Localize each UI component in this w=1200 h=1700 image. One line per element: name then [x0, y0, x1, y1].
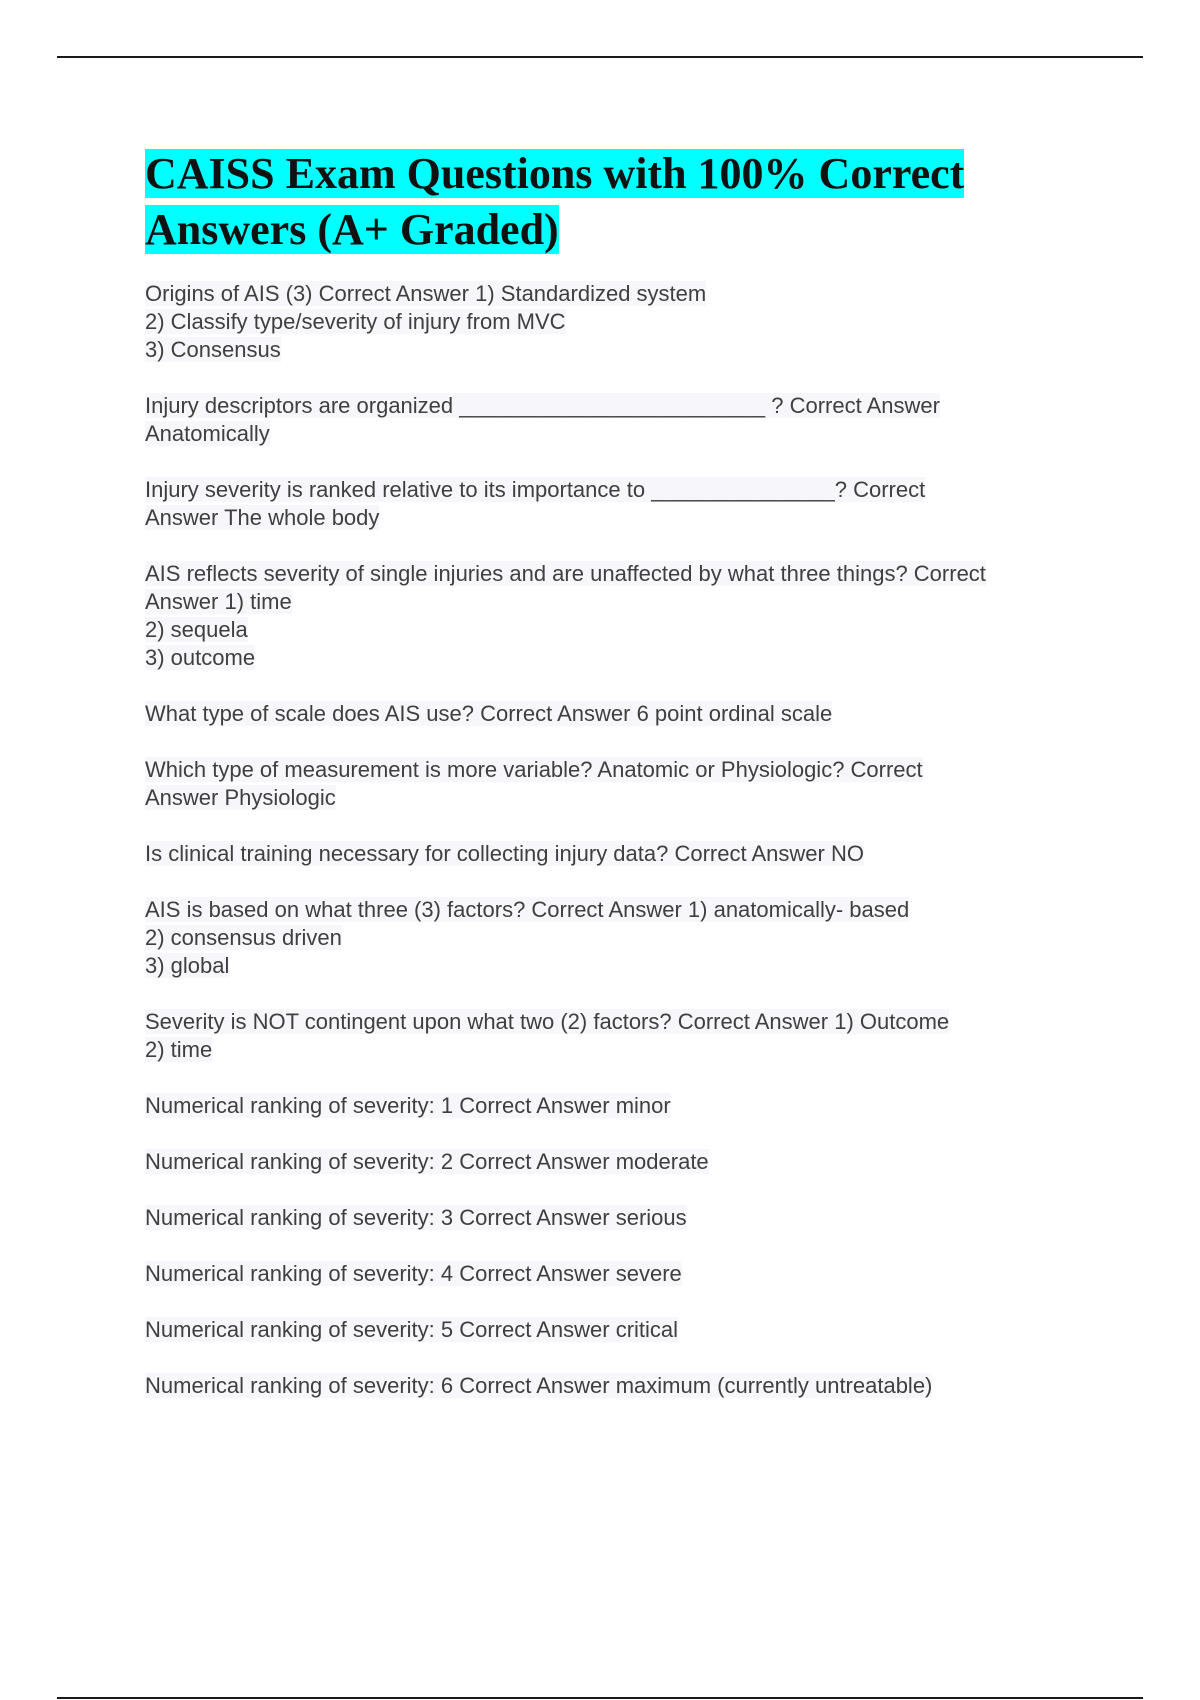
qa-line [145, 1372, 1095, 1400]
qa-line-text: Numerical ranking of severity: 5 Correct Answer critical [145, 1317, 679, 1342]
qa-list [145, 280, 1095, 1400]
qa-line-text: Numerical ranking of severity: 3 Correct Answer serious [145, 1205, 687, 1230]
qa-item [145, 392, 1095, 448]
qa-line-text: What type of scale does AIS use? Correct Answer 6 point ordinal scale [145, 701, 833, 726]
qa-line [145, 392, 1095, 420]
qa-line [145, 1036, 1095, 1064]
qa-line-text: Injury descriptors are organized _________________________ ? Correct Answer [145, 393, 940, 418]
qa-line-text: Answer Physiologic [145, 785, 336, 810]
qa-line-text: 3) global [145, 953, 230, 978]
qa-item [145, 896, 1095, 980]
qa-line-text: Is clinical training necessary for collecting injury data? Correct Answer NO [145, 841, 864, 866]
qa-line-text: 3) outcome [145, 645, 256, 670]
qa-line [145, 1260, 1095, 1288]
qa-line-text: Numerical ranking of severity: 6 Correct Answer maximum (currently untreatable) [145, 1373, 933, 1398]
qa-item [145, 1008, 1095, 1064]
qa-item [145, 1260, 1095, 1288]
qa-line-text: Numerical ranking of severity: 1 Correct Answer minor [145, 1093, 671, 1118]
qa-line-text: 3) Consensus [145, 337, 281, 362]
qa-item [145, 700, 1095, 728]
qa-line [145, 560, 1095, 588]
qa-line [145, 756, 1095, 784]
qa-line-text: Numerical ranking of severity: 2 Correct Answer moderate [145, 1149, 709, 1174]
qa-line [145, 644, 1095, 672]
qa-item [145, 1372, 1095, 1400]
qa-line [145, 1148, 1095, 1176]
qa-item [145, 756, 1095, 812]
header-rule [57, 56, 1143, 58]
qa-line-text: Origins of AIS (3) Correct Answer 1) Standardized system [145, 281, 707, 306]
qa-line [145, 1008, 1095, 1036]
qa-item [145, 1316, 1095, 1344]
qa-line [145, 420, 1095, 448]
title-line-2: Answers (A+ Graded) [145, 205, 559, 254]
qa-item [145, 1148, 1095, 1176]
qa-line-text: Severity is NOT contingent upon what two (2) factors? Correct Answer 1) Outcome [145, 1009, 950, 1034]
qa-line [145, 588, 1095, 616]
qa-line-text: Which type of measurement is more variable? Anatomic or Physiologic? Correct [145, 757, 923, 782]
qa-line-text: 2) time [145, 1037, 213, 1062]
qa-line [145, 504, 1095, 532]
qa-line [145, 952, 1095, 980]
document-title [145, 146, 1095, 258]
qa-line-text: Answer 1) time [145, 589, 292, 614]
qa-line [145, 924, 1095, 952]
qa-item [145, 1204, 1095, 1232]
qa-line [145, 280, 1095, 308]
qa-line [145, 1204, 1095, 1232]
qa-line [145, 1316, 1095, 1344]
qa-line-text: Injury severity is ranked relative to its importance to _______________? Correct [145, 477, 926, 502]
qa-line [145, 336, 1095, 364]
qa-line [145, 840, 1095, 868]
qa-line [145, 1092, 1095, 1120]
qa-line [145, 476, 1095, 504]
qa-line-text: AIS is based on what three (3) factors? Correct Answer 1) anatomically- based [145, 897, 910, 922]
title-line-1: CAISS Exam Questions with 100% Correct [145, 149, 965, 198]
qa-line-text: Anatomically [145, 421, 270, 446]
qa-line [145, 700, 1095, 728]
qa-line-text: 2) sequela [145, 617, 248, 642]
qa-item [145, 560, 1095, 672]
qa-line [145, 896, 1095, 924]
document-body [145, 146, 1095, 1428]
qa-line-text: Numerical ranking of severity: 4 Correct Answer severe [145, 1261, 682, 1286]
qa-line-text: Answer The whole body [145, 505, 380, 530]
qa-line-text: 2) Classify type/severity of injury from MVC [145, 309, 566, 334]
qa-item [145, 1092, 1095, 1120]
footer-rule [57, 1697, 1143, 1699]
qa-item [145, 280, 1095, 364]
qa-item [145, 476, 1095, 532]
qa-line-text: 2) consensus driven [145, 925, 342, 950]
qa-line [145, 308, 1095, 336]
qa-item [145, 840, 1095, 868]
qa-line [145, 784, 1095, 812]
qa-line [145, 616, 1095, 644]
qa-line-text: AIS reflects severity of single injuries and are unaffected by what three things? Correct [145, 561, 986, 586]
